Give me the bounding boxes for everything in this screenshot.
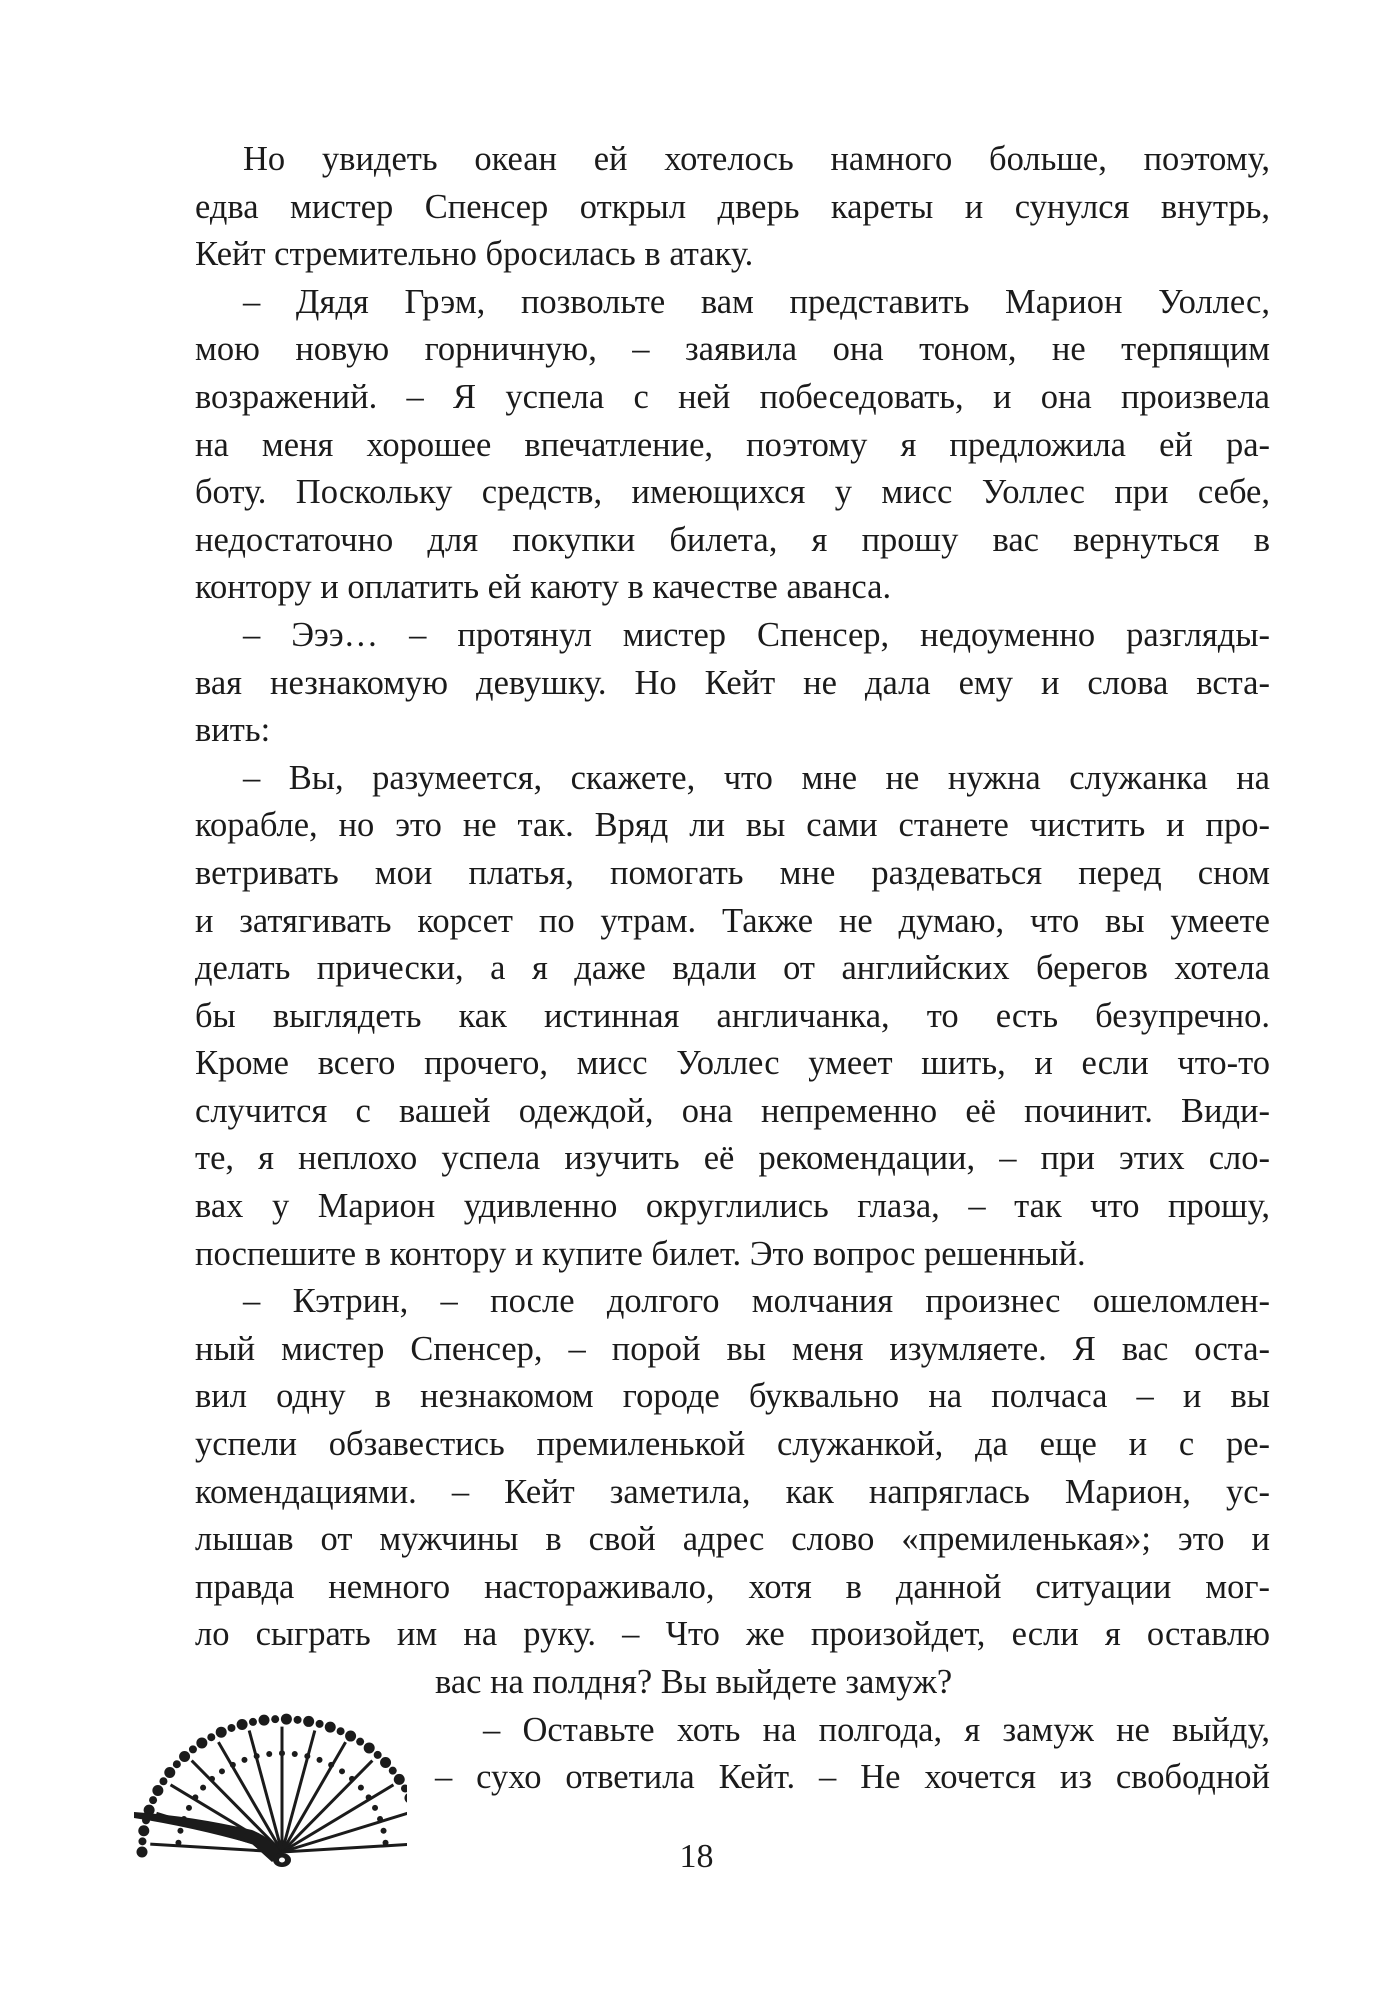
- text-line: возражений. – Я успела с ней побеседовать, и она произвела: [195, 377, 1270, 416]
- text-line: вить:: [195, 711, 271, 750]
- text-line: вас на полдня? Вы выйдете замуж?: [435, 1663, 953, 1701]
- text-line: комендациями. – Кейт заметила, как напряглась Марион, ус-: [195, 1472, 1270, 1511]
- page-number: 18: [679, 1838, 714, 1875]
- text-line: поспешите в контору и купите билет. Это вопрос решенный.: [195, 1234, 1086, 1273]
- text-line: и затягивать корсет по утрам. Также не думаю, что вы умеете: [195, 901, 1270, 940]
- body-text: [195, 136, 1270, 1802]
- text-line: Кейт стремительно бросилась в атаку.: [195, 235, 754, 274]
- text-line: контору и оплатить ей каюту в качестве аванса.: [195, 568, 892, 607]
- text-line: те, я неплохо успела изучить её рекомендации, – при этих сло-: [195, 1139, 1270, 1178]
- text-line: – Кэтрин, – после долгого молчания произнес ошеломлен-: [243, 1282, 1270, 1321]
- text-line: – сухо ответила Кейт. – Не хочется из свободной: [435, 1758, 1270, 1797]
- text-line: ный мистер Спенсер, – порой вы меня изумляете. Я вас оста-: [195, 1329, 1270, 1368]
- text-line: недостаточно для покупки билета, я прошу вас вернуться в: [195, 520, 1270, 559]
- text-line: успели обзавестись премиленькой служанкой, да еще и с ре-: [195, 1425, 1270, 1464]
- text-line: Кроме всего прочего, мисс Уоллес умеет шить, и если что-то: [195, 1044, 1270, 1083]
- text-line: ло сыграть им на руку. – Что же произойдет, если я оставлю: [195, 1615, 1270, 1654]
- text-line: корабле, но это не так. Вряд ли вы сами станете чистить и про-: [195, 806, 1270, 845]
- text-line: ветривать мои платья, помогать мне раздеваться перед сном: [195, 853, 1270, 892]
- text-line: на меня хорошее впечатление, поэтому я предложила ей ра-: [195, 425, 1270, 464]
- text-line: вах у Марион удивленно округлились глаза, – так что прошу,: [195, 1187, 1270, 1226]
- text-line: мою новую горничную, – заявила она тоном, не терпящим: [195, 330, 1270, 369]
- text-line: лышав от мужчины в свой адрес слово «премиленькая»; это и: [195, 1520, 1270, 1559]
- text-line: – Оставьте хоть на полгода, я замуж не выйду,: [483, 1710, 1270, 1749]
- text-line: едва мистер Спенсер открыл дверь кареты и сунулся внутрь,: [195, 187, 1270, 226]
- text-line: – Вы, разумеется, скажете, что мне не нужна служанка на: [243, 758, 1270, 797]
- text-line: случится с вашей одеждой, она непременно её починит. Види-: [195, 1091, 1270, 1130]
- text-line: делать прически, а я даже вдали от английских берегов хотела: [195, 949, 1270, 988]
- text-line: Но увидеть океан ей хотелось намного больше, поэтому,: [243, 140, 1270, 178]
- text-line: – Эээ… – протянул мистер Спенсер, недоуменно разгляды-: [243, 615, 1270, 654]
- text-line: правда немного настораживало, хотя в данной ситуации мог-: [195, 1567, 1270, 1606]
- text-line: бы выглядеть как истинная англичанка, то есть безупречно.: [195, 996, 1270, 1035]
- text-line: – Дядя Грэм, позвольте вам представить Марион Уоллес,: [243, 282, 1270, 321]
- text-line: вил одну в незнакомом городе буквально на полчаса – и вы: [195, 1377, 1270, 1416]
- text-line: вая незнакомую девушку. Но Кейт не дала ему и слова вста-: [195, 663, 1270, 702]
- text-line: боту. Поскольку средств, имеющихся у мисс Уоллес при себе,: [195, 473, 1270, 512]
